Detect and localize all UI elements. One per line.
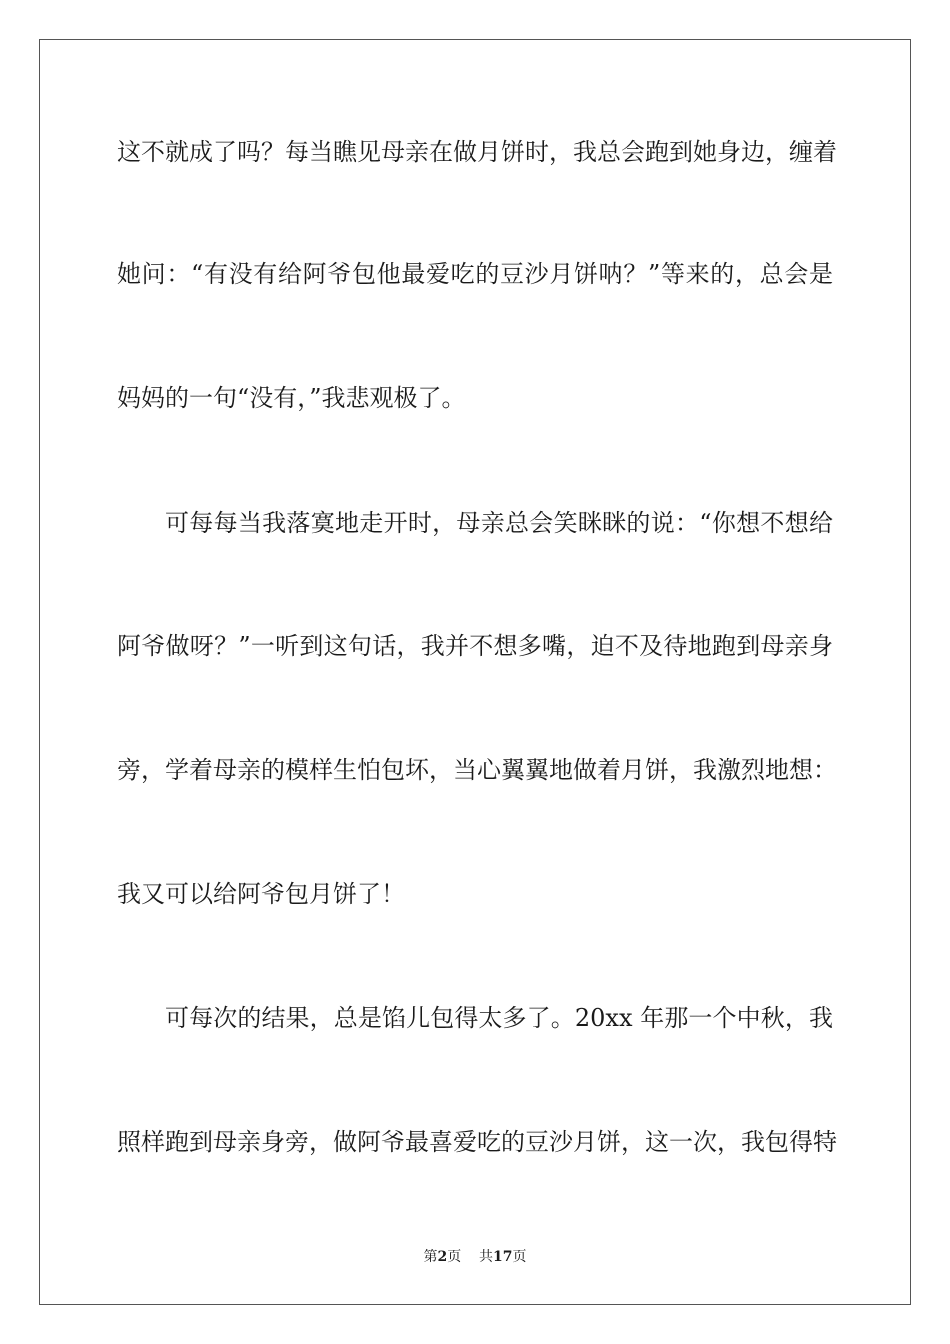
text-line-9: 照样跑到母亲身旁，做阿爷最喜爱吃的豆沙月饼，这一次，我包得特 <box>117 1128 837 1156</box>
text-line-3: 妈妈的一句“没有，”我悲观极了。 <box>117 384 466 412</box>
page-border <box>39 39 911 1305</box>
text-line-2: 她问：“有没有给阿爷包他最爱吃的豆沙月饼呐？”等来的，总会是 <box>117 260 833 288</box>
page-number: 2 <box>437 1249 448 1265</box>
page-footer <box>0 1248 950 1266</box>
text-line-5: 阿爷做呀？”一听到这句话，我并不想多嘴，迫不及待地跑到母亲身 <box>117 632 833 660</box>
total-pages: 17 <box>493 1249 513 1265</box>
text-line-8: 可每次的结果，总是馅儿包得太多了。20xx 年那一个中秋，我 <box>165 1004 833 1032</box>
total-unit: 页 <box>512 1249 527 1265</box>
page-unit: 页 <box>447 1249 462 1265</box>
text-line-1: 这不就成了吗？每当瞧见母亲在做月饼时，我总会跑到她身边，缠着 <box>117 138 837 166</box>
text-line-4: 可每每当我落寞地走开时，母亲总会笑眯眯的说：“你想不想给 <box>165 509 833 537</box>
total-prefix: 共 <box>479 1249 494 1265</box>
text-line-7: 我又可以给阿爷包月饼了！ <box>117 880 405 908</box>
page-prefix: 第 <box>423 1249 438 1265</box>
text-line-6: 旁，学着母亲的模样生怕包坏，当心翼翼地做着月饼，我激烈地想： <box>117 756 837 784</box>
